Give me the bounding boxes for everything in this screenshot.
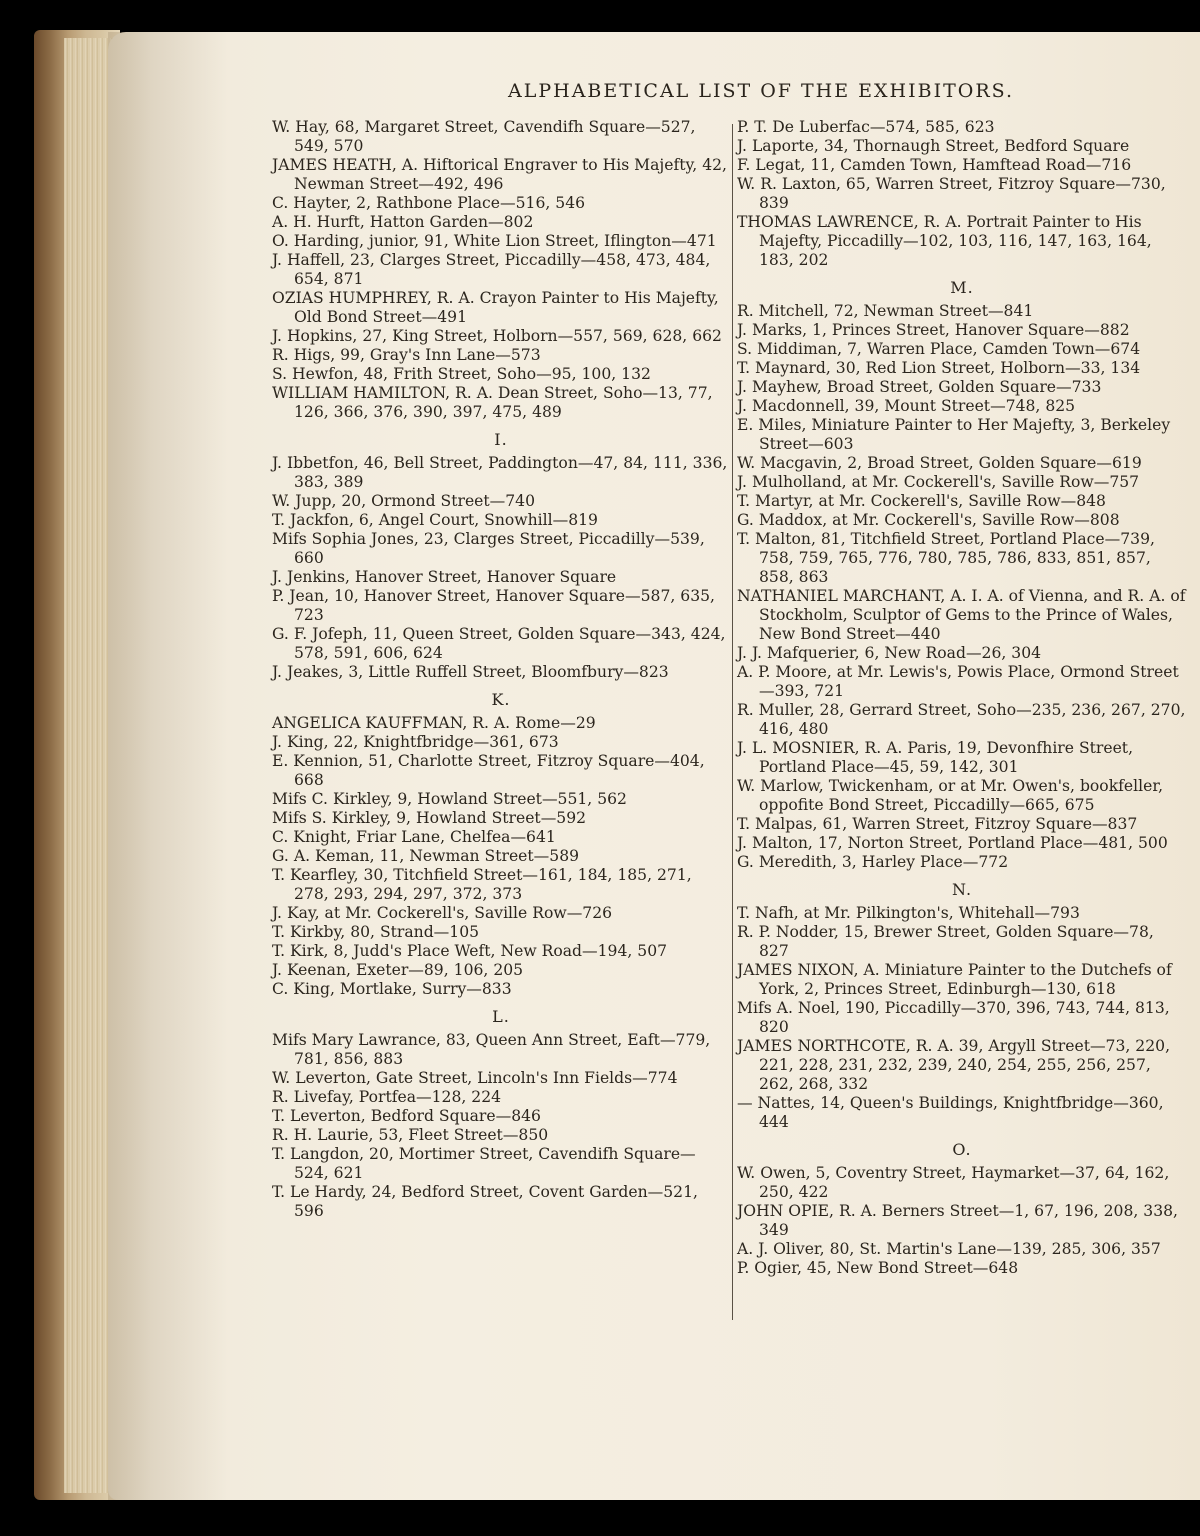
exhibitor-entry: R. P. Nodder, 15, Brewer Street, Golden Square—78, 827 [737, 923, 1154, 960]
exhibitor-entry: OZIAS HUMPHREY, R. A. Crayon Painter to His Majefty, Old Bond Street—491 [272, 289, 719, 326]
exhibitor-entry: S. Hewfon, 48, Frith Street, Soho—95, 100, 132 [272, 365, 651, 383]
exhibitor-entry: NATHANIEL MARCHANT, A. I. A. of Vienna, and R. A. of Stockholm, Sculptor of Gems to the Prince of Wales, New Bond Street—440 [737, 587, 1186, 643]
exhibitor-entry: T. Martyr, at Mr. Cockerell's, Saville Row—848 [737, 492, 1106, 510]
exhibitor-entry: J. Marks, 1, Princes Street, Hanover Square—882 [737, 321, 1130, 339]
exhibitor-entry: O. Harding, junior, 91, White Lion Street, Iflington—471 [272, 232, 717, 250]
exhibitor-entry: P. Jean, 10, Hanover Street, Hanover Square—587, 635, 723 [272, 587, 716, 624]
page-header: ALPHABETICAL LIST OF THE EXHIBITORS. [508, 80, 1015, 102]
exhibitor-entry: W. Hay, 68, Margaret Street, Cavendifh Square—527, 549, 570 [272, 118, 696, 155]
right-column [737, 118, 1187, 1278]
exhibitor-entry: P. Ogier, 45, New Bond Street—648 [737, 1259, 1019, 1277]
exhibitor-entry: JAMES HEATH, A. Hiftorical Engraver to His Majefty, 42, Newman Street—492, 496 [272, 156, 727, 193]
exhibitor-entry: W. Jupp, 20, Ormond Street—740 [272, 492, 536, 510]
section-letter: M. [950, 278, 974, 297]
exhibitor-entry: J. Keenan, Exeter—89, 106, 205 [272, 961, 524, 979]
section-letter: K. [491, 690, 511, 709]
exhibitor-entry: — Nattes, 14, Queen's Buildings, Knightfbridge—360, 444 [737, 1094, 1164, 1131]
exhibitor-entry: G. Maddox, at Mr. Cockerell's, Saville Row—808 [737, 511, 1120, 529]
exhibitor-entry: A. J. Oliver, 80, St. Martin's Lane—139, 285, 306, 357 [737, 1240, 1161, 1258]
exhibitor-entry: Mifs C. Kirkley, 9, Howland Street—551, 562 [272, 790, 627, 808]
exhibitor-entry: W. Macgavin, 2, Broad Street, Golden Square—619 [737, 454, 1142, 472]
exhibitor-entry: W. Owen, 5, Coventry Street, Haymarket—37, 64, 162, 250, 422 [737, 1164, 1170, 1201]
exhibitor-entry: Mifs S. Kirkley, 9, Howland Street—592 [272, 809, 587, 827]
exhibitor-entry: R. Livefay, Portfea—128, 224 [272, 1088, 502, 1106]
section-letter: N. [951, 880, 973, 899]
section-letter: L. [492, 1007, 510, 1026]
column-divider [732, 124, 733, 1320]
exhibitor-entry: A. H. Hurft, Hatton Garden—802 [272, 213, 534, 231]
exhibitor-entry: C. Knight, Friar Lane, Chelfea—641 [272, 828, 556, 846]
exhibitor-entry: J. Malton, 17, Norton Street, Portland Place—481, 500 [737, 834, 1168, 852]
exhibitor-entry: J. Macdonnell, 39, Mount Street—748, 825 [737, 397, 1076, 415]
exhibitor-entry: J. King, 22, Knightfbridge—361, 673 [272, 733, 559, 751]
exhibitor-entry: G. A. Keman, 11, Newman Street—589 [272, 847, 580, 865]
exhibitor-entry: T. Kearfley, 30, Titchfield Street—161, 184, 185, 271, 278, 293, 294, 297, 372, 373 [272, 866, 692, 903]
exhibitor-entry: ANGELICA KAUFFMAN, R. A. Rome—29 [272, 714, 596, 732]
section-letter: I. [494, 430, 508, 449]
exhibitor-entry: J. Haffell, 23, Clarges Street, Piccadilly—458, 473, 484, 654, 871 [272, 251, 711, 288]
exhibitor-entry: P. T. De Luberfac—574, 585, 623 [737, 118, 995, 136]
exhibitor-entry: WILLIAM HAMILTON, R. A. Dean Street, Soho—13, 77, 126, 366, 376, 390, 397, 475, 489 [272, 384, 713, 421]
exhibitor-entry: A. P. Moore, at Mr. Lewis's, Powis Place, Ormond Street—393, 721 [737, 663, 1179, 700]
exhibitor-entry: E. Miles, Miniature Painter to Her Majefty, 3, Berkeley Street—603 [737, 416, 1171, 453]
exhibitor-entry: J. Ibbetfon, 46, Bell Street, Paddington—47, 84, 111, 336, 383, 389 [272, 454, 728, 491]
exhibitor-entry: E. Kennion, 51, Charlotte Street, Fitzroy Square—404, 668 [272, 752, 705, 789]
exhibitor-entry: J. Laporte, 34, Thornaugh Street, Bedford Square [737, 137, 1130, 155]
exhibitor-entry: T. Leverton, Bedford Square—846 [272, 1107, 541, 1125]
exhibitor-entry: T. Nafh, at Mr. Pilkington's, Whitehall—793 [737, 904, 1080, 922]
exhibitor-entry: J. Jeakes, 3, Little Ruffell Street, Bloomfbury—823 [272, 663, 669, 681]
exhibitor-entry: G. F. Jofeph, 11, Queen Street, Golden Square—343, 424, 578, 591, 606, 624 [272, 625, 726, 662]
exhibitor-entry: G. Meredith, 3, Harley Place—772 [737, 853, 1009, 871]
exhibitor-entry: JOHN OPIE, R. A. Berners Street—1, 67, 196, 208, 338, 349 [737, 1202, 1179, 1239]
exhibitor-entry: C. Hayter, 2, Rathbone Place—516, 546 [272, 194, 586, 212]
exhibitor-entry: W. R. Laxton, 65, Warren Street, Fitzroy Square—730, 839 [737, 175, 1166, 212]
exhibitor-entry: T. Le Hardy, 24, Bedford Street, Covent Garden—521, 596 [272, 1183, 698, 1220]
exhibitor-entry: Mifs Mary Lawrance, 83, Queen Ann Street, Eaft—779, 781, 856, 883 [272, 1031, 711, 1068]
exhibitor-entry: JAMES NORTHCOTE, R. A. 39, Argyll Street—73, 220, 221, 228, 231, 232, 239, 240, 254, 255, 256, 257, 262, 268, 332 [737, 1037, 1171, 1093]
exhibitor-entry: W. Marlow, Twickenham, or at Mr. Owen's, bookfeller, oppofite Bond Street, Piccadilly—665, 675 [737, 777, 1164, 814]
exhibitor-entry: R. Muller, 28, Gerrard Street, Soho—235, 236, 267, 270, 416, 480 [737, 701, 1186, 738]
exhibitor-entry: THOMAS LAWRENCE, R. A. Portrait Painter to His Majefty, Piccadilly—102, 103, 116, 147, 163, 164, 183, 202 [737, 213, 1152, 269]
exhibitor-entry: C. King, Mortlake, Surry—833 [272, 980, 512, 998]
exhibitor-entry: T. Kirk, 8, Judd's Place Weft, New Road—194, 507 [272, 942, 668, 960]
exhibitor-entry: J. Kay, at Mr. Cockerell's, Saville Row—726 [272, 904, 613, 922]
exhibitor-entry: J. Mayhew, Broad Street, Golden Square—733 [737, 378, 1102, 396]
exhibitor-entry: J. Hopkins, 27, King Street, Holborn—557, 569, 628, 662 [272, 327, 722, 345]
exhibitor-entry: T. Kirkby, 80, Strand—105 [272, 923, 480, 941]
exhibitor-entry: T. Langdon, 20, Mortimer Street, Cavendifh Square—524, 621 [272, 1145, 696, 1182]
left-column [272, 118, 730, 1221]
exhibitor-entry: Mifs Sophia Jones, 23, Clarges Street, Piccadilly—539, 660 [272, 530, 705, 567]
exhibitor-entry: R. H. Laurie, 53, Fleet Street—850 [272, 1126, 549, 1144]
exhibitor-entry: J. Jenkins, Hanover Street, Hanover Square [272, 568, 617, 586]
exhibitor-entry: JAMES NIXON, A. Miniature Painter to the Dutchefs of York, 2, Princes Street, Edinburgh—130, 618 [737, 961, 1172, 998]
exhibitor-entry: J. J. Mafquerier, 6, New Road—26, 304 [737, 644, 1042, 662]
exhibitor-entry: R. Higs, 99, Gray's Inn Lane—573 [272, 346, 541, 364]
exhibitor-entry: T. Maynard, 30, Red Lion Street, Holborn—33, 134 [737, 359, 1141, 377]
exhibitor-entry: W. Leverton, Gate Street, Lincoln's Inn Fields—774 [272, 1069, 678, 1087]
exhibitor-entry: J. L. MOSNIER, R. A. Paris, 19, Devonfhire Street, Portland Place—45, 59, 142, 301 [737, 739, 1134, 776]
exhibitor-entry: T. Malpas, 61, Warren Street, Fitzroy Square—837 [737, 815, 1138, 833]
exhibitor-entry: S. Middiman, 7, Warren Place, Camden Town—674 [737, 340, 1141, 358]
exhibitor-entry: F. Legat, 11, Camden Town, Hamftead Road—716 [737, 156, 1132, 174]
exhibitor-entry: Mifs A. Noel, 190, Piccadilly—370, 396, 743, 744, 813, 820 [737, 999, 1170, 1036]
exhibitor-entry: T. Malton, 81, Titchfield Street, Portland Place—739, 758, 759, 765, 776, 780, 785, 786, 833, 851, 857, 858, 863 [737, 530, 1155, 586]
exhibitor-entry: J. Mulholland, at Mr. Cockerell's, Saville Row—757 [737, 473, 1140, 491]
section-letter: O. [952, 1140, 972, 1159]
exhibitor-entry: R. Mitchell, 72, Newman Street—841 [737, 302, 1034, 320]
exhibitor-entry: T. Jackfon, 6, Angel Court, Snowhill—819 [272, 511, 598, 529]
